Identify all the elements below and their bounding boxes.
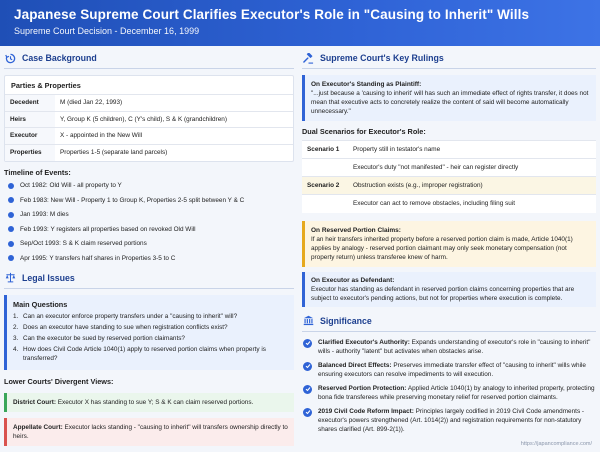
landmark-icon [302,315,314,327]
list-item: 4. How does Civil Code Article 1040(1) apply to reserved portion claims when property is transferred? [13,345,266,362]
defendant-heading: On Executor as Defendant: [311,276,395,284]
district-court-callout: District Court: Executor X has standing to sue Y; S & K can claim reserved portions. [4,393,294,412]
plaintiff-standing-heading: On Executor's Standing as Plaintiff: [311,81,422,88]
timeline-item: Sep/Oct 1993: S & K claim reserved portions [4,237,294,252]
timeline-dot [8,197,14,203]
table-row: Properties Properties 1-5 (separate land parcels) [5,144,293,161]
significance-heading: Significance [302,313,596,329]
footer-url[interactable]: https://japancompliance.com/ [520,441,592,447]
page-subtitle: Supreme Court Decision - December 16, 1999 [14,26,200,36]
left-column [4,50,294,446]
list-item: 1. Can an executor enforce property transfers under a "causing to inherit" will? [13,312,238,320]
table-row: Scenario 1 Property still in testator's name [302,141,596,159]
list-item: Clarified Executor's Authority: Expands understanding of executor's role in "causing to inherit" wills - authority "latent" but activates when obstacles arise. [302,338,596,356]
check-icon [303,385,312,394]
check-icon [303,362,312,371]
timeline-item: Jan 1993: M dies [4,208,294,223]
list-item: 2. Does an executor have standing to sue when registration conflicts exist? [13,323,228,331]
questions-list [13,312,288,363]
timeline [4,168,294,266]
timeline-dot [8,226,14,232]
table-row: Executor can act to remove obstacles, including filing suit [302,195,596,213]
rulings-heading: Supreme Court's Key Rulings [302,50,596,66]
history-icon [4,52,16,64]
plaintiff-standing-box [302,75,596,121]
check-icon [303,408,312,417]
main-questions-heading: Main Questions [13,299,68,309]
lower-courts-heading: Lower Courts' Divergent Views: [4,376,114,386]
page-header [0,0,600,46]
list-item: Balanced Direct Effects: Preserves immediate transfer effect of "causing to inherit" wills while ensuring executors can resolve impediments to will execution. [302,361,596,379]
reserved-portion-text: If an heir transfers inherited property before a reserved portion claim is made, Article 1040(1) applies by analogy - reserved portion claimant may only seek monetary compensation (not property return) unless transferee knew of harm. [311,235,573,261]
timeline-item: Feb 1983: New Will - Property 1 to Group K, Properties 2-5 split between Y & C [4,193,294,208]
check-icon [303,339,312,348]
list-item: Reserved Portion Protection: Applied Article 1040(1) by analogy to inherited property, protecting bona fide transferees while preserving monetary relief for reserved portion claimants. [302,384,596,402]
timeline-item: Feb 1993: Y registers all properties based on revoked Old Will [4,222,294,237]
parties-table [5,94,293,161]
table-row: Executor's duty "not manifested" - heir can register directly [302,159,596,177]
timeline-dot [8,241,14,247]
list-item: 2019 Civil Code Reform Impact: Principles largely codified in 2019 Civil Code amendments - executor's powers strengthened (Art. 1014(2)) and registration requirements for non-statutory shares clarified (Art. 899-2(1)). [302,407,596,434]
significance-list [302,338,596,434]
parties-card [4,75,294,162]
timeline-dot [8,212,14,218]
reserved-portion-box [302,221,596,267]
scenarios-table [302,140,596,213]
defendant-box [302,272,596,307]
plaintiff-standing-quote: "...just because a 'causing to inherit' will has such an immediate effect of rights transfer, it does not mean that executive acts to concretely realize the content of said will become automatically unnecessary." [311,90,589,115]
list-item: 3. Can the executor be sued by reserved portion claimants? [13,334,185,342]
appellate-court-callout: Appellate Court: Executor lacks standing - "causing to inherit" will transfers ownership directly to heirs. [4,418,294,446]
balance-scale-icon [4,272,16,284]
right-column [302,50,596,439]
parties-heading: Parties & Properties [11,81,81,90]
timeline-item: Oct 1982: Old Will - all property to Y [4,179,294,194]
legal-issues-heading: Legal Issues [4,270,294,286]
divider [302,68,596,69]
timeline-dot [8,183,14,189]
divider [302,331,596,332]
main-questions-box [4,295,294,370]
timeline-dot [8,255,14,261]
timeline-heading: Timeline of Events: [4,167,71,177]
dual-scenarios-heading: Dual Scenarios for Executor's Role: [302,127,426,136]
page-title: Japanese Supreme Court Clarifies Executor's Role in "Causing to Inherit" Wills [14,7,530,22]
reserved-portion-heading: On Reserved Portion Claims: [311,226,401,234]
divider [4,68,294,69]
table-row: Scenario 2 Obstruction exists (e.g., improper registration) [302,177,596,195]
table-row: Heirs Y, Group K (5 children), C (Y's child), S & K (grandchildren) [5,111,293,128]
defendant-text: Executor has standing as defendant in reserved portion claims concerning properties that are subject to executor's pending actions, but not for properties where execution is complete. [311,285,575,302]
case-background-heading: Case Background [4,50,294,66]
table-row: Executor X - appointed in the New Will [5,128,293,145]
table-row: Decedent M (died Jan 22, 1993) [5,95,293,112]
divider [4,288,294,289]
gavel-icon [302,52,314,64]
timeline-item: Apr 1995: Y transfers half shares in Properties 3-5 to C [4,251,294,266]
